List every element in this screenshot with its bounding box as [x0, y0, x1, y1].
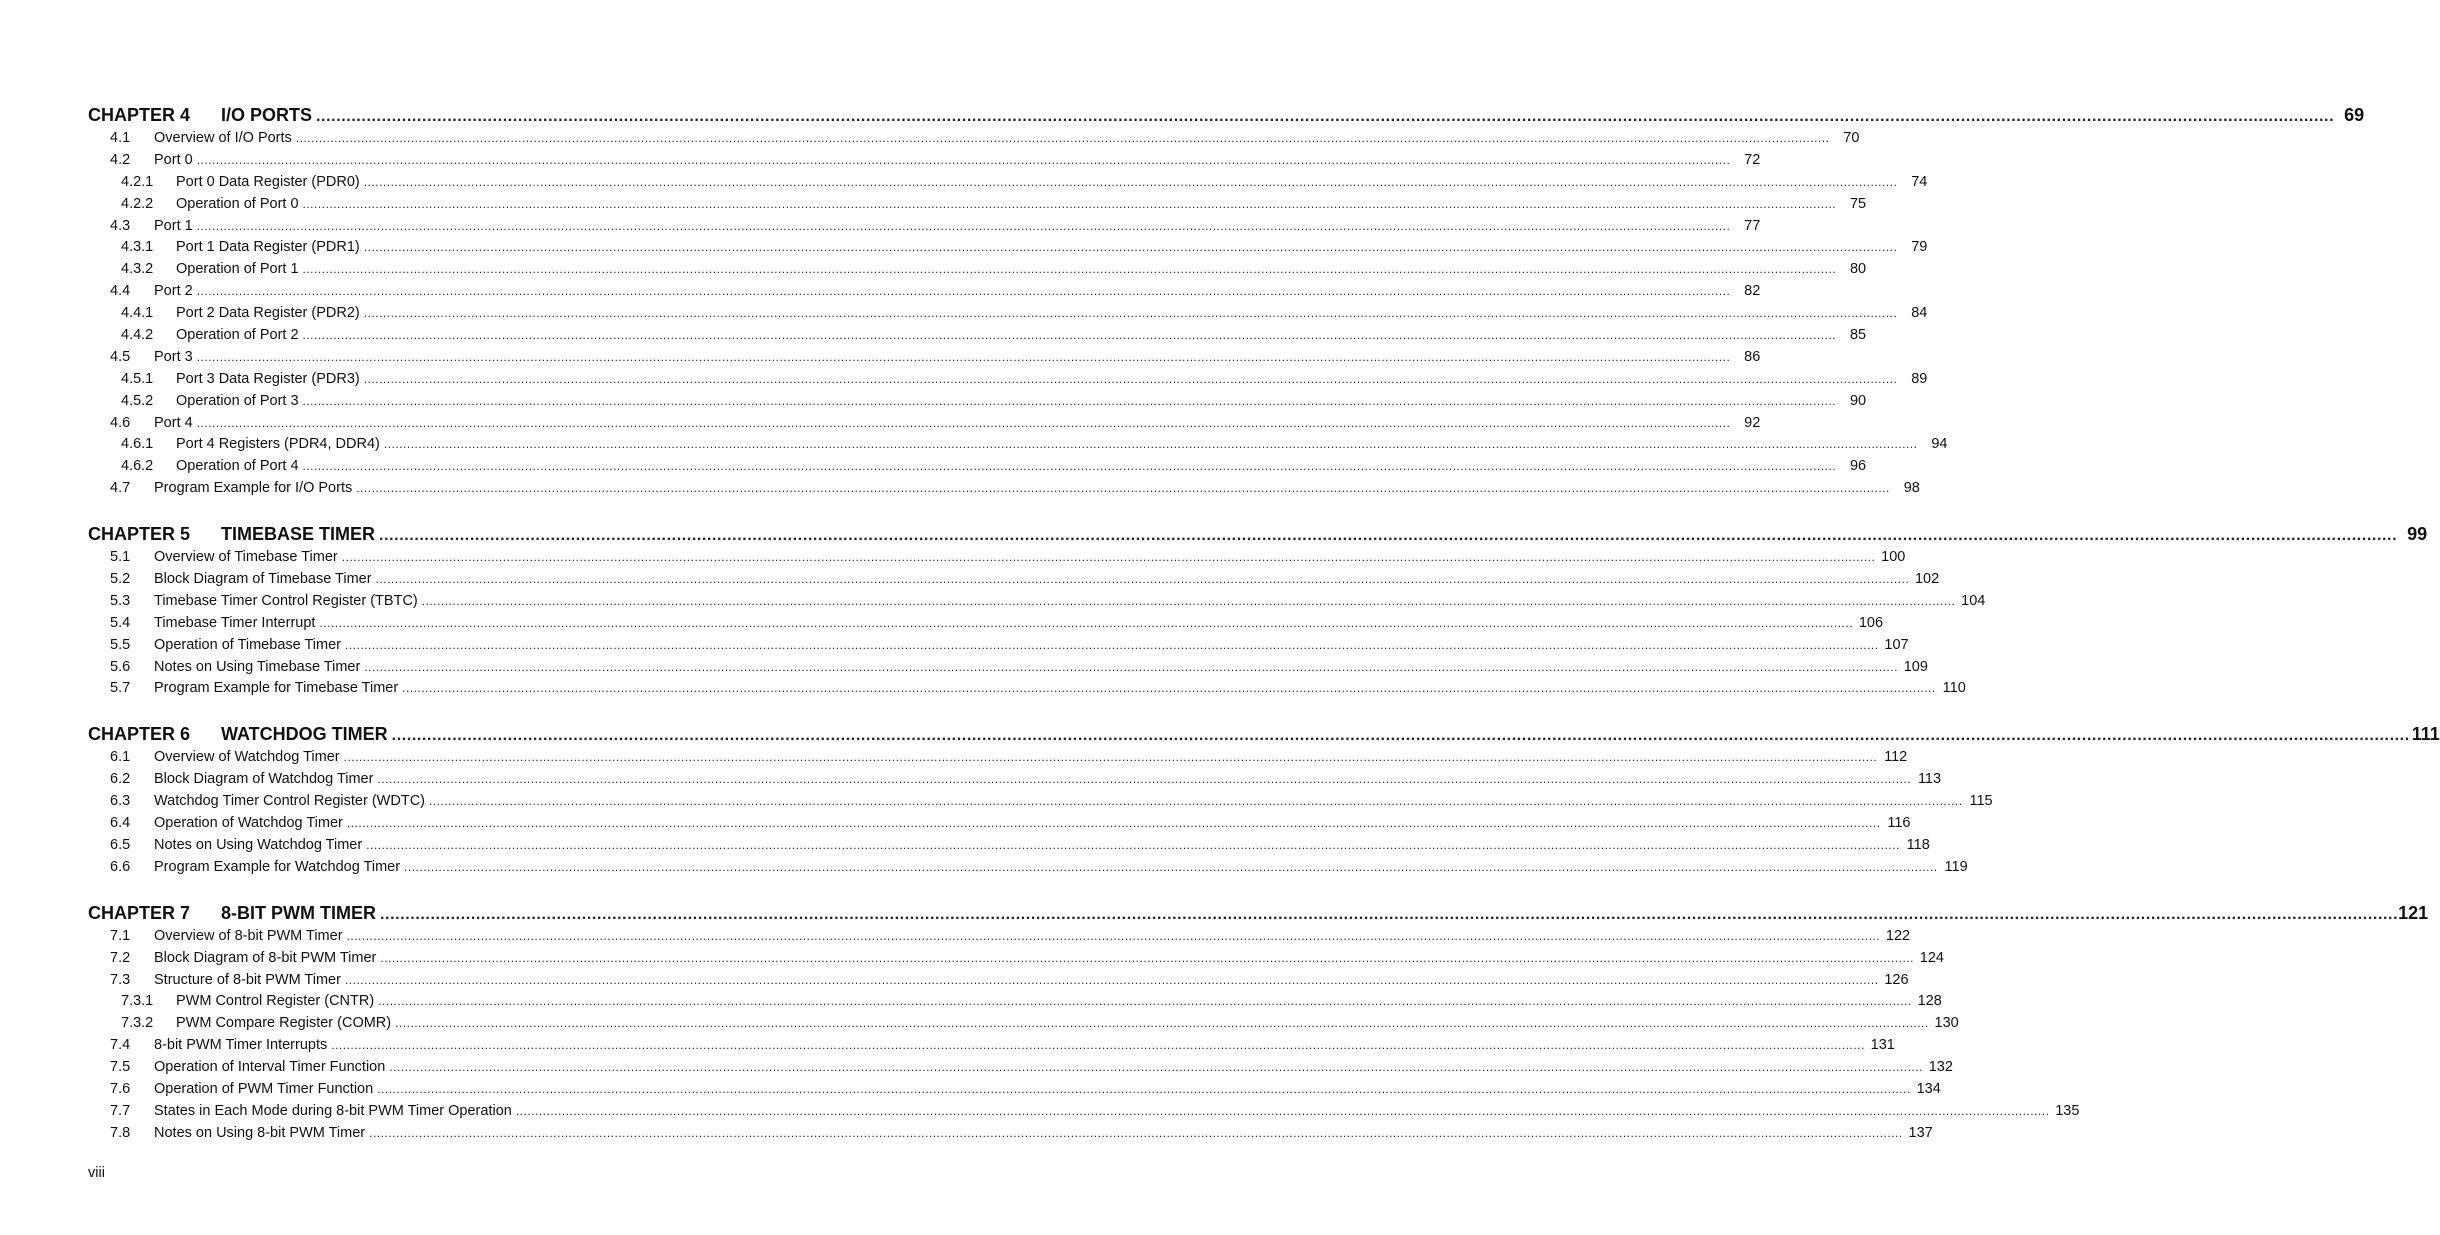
section-number: 7.3	[110, 971, 131, 988]
dot-leader: ................................................................................................................................................................................................................................................................................................................................................................................................................	[302, 196, 1837, 211]
section-title: 8-bit PWM Timer Interrupts	[154, 1037, 328, 1054]
dot-leader: ................................................................................................................................................................................................................................................................................................................................................................................................................	[196, 415, 1731, 430]
dot-leader: ................................................................................................................................................................................................................................................................................................................................................................................................................	[363, 371, 1898, 386]
dot-leader: ................................................................................................................................................................................................................................................................................................................................................................................................................	[378, 994, 1912, 1009]
chapter-label: CHAPTER 7	[88, 902, 191, 923]
section-title: Operation of PWM Timer Function	[154, 1080, 374, 1097]
section-title: Port 2 Data Register (PDR2)	[176, 305, 360, 322]
section-page-number: 118	[1906, 836, 1930, 853]
section-number: 5.5	[110, 636, 131, 653]
dot-leader: ................................................................................................................................................................................................................................................................................................................................................................................................................	[363, 306, 1898, 321]
section-entry[interactable]	[88, 970, 1909, 992]
subsection-entry[interactable]	[88, 172, 1928, 194]
section-number: 5.2	[110, 571, 131, 588]
section-entry[interactable]	[88, 478, 1920, 500]
section-title: Overview of Watchdog Timer	[154, 749, 340, 766]
section-entry[interactable]	[88, 1101, 2080, 1123]
dot-leader: ................................................................................................................................................................................................................................................................................................................................................................................................................	[344, 637, 1879, 652]
section-page-number: 130	[1934, 1015, 1959, 1032]
section-page-number: 86	[1744, 348, 1761, 365]
section-title: Overview of Timebase Timer	[154, 549, 338, 566]
section-page-number: 134	[1916, 1080, 1941, 1097]
section-page-number: 85	[1849, 327, 1867, 344]
section-title: Watchdog Timer Control Register (WDTC)	[154, 793, 425, 810]
chapter-block	[88, 722, 2440, 878]
section-title: Program Example for Watchdog Timer	[154, 858, 401, 875]
section-page-number: 74	[1911, 173, 1928, 190]
chapter-label: CHAPTER 4	[88, 105, 191, 125]
dot-leader: ................................................................................................................................................................................................................................................................................................................................................................................................................	[515, 1103, 2050, 1118]
section-entry[interactable]	[88, 1057, 1953, 1079]
section-entry[interactable]	[88, 747, 1908, 769]
chapter-title: 8-BIT PWM TIMER	[221, 902, 376, 923]
section-number: 5.4	[110, 614, 131, 631]
dot-leader: ................................................................................................................................................................................................................................................................................................................................................................................................................	[375, 572, 1910, 587]
section-entry[interactable]	[88, 769, 1942, 791]
section-number: 4.2.2	[121, 195, 154, 212]
dot-leader: ................................................................................................................................................................................................................................................................................................................................................................................................................	[295, 131, 1830, 145]
section-entry[interactable]	[88, 591, 1986, 613]
section-number: 5.1	[110, 549, 131, 566]
section-number: 7.4	[110, 1037, 131, 1054]
section-title: Operation of Port 3	[176, 392, 299, 409]
section-number: 4.3.1	[121, 239, 154, 256]
section-number: 4.4.1	[121, 305, 154, 322]
section-number: 7.1	[110, 927, 131, 944]
dot-leader: ................................................................................................................................................................................................................................................................................................................................................................................................................	[363, 174, 1898, 189]
section-title: Program Example for I/O Ports	[154, 480, 353, 497]
section-page-number: 89	[1911, 370, 1928, 387]
section-title: Operation of Interval Timer Function	[154, 1059, 386, 1076]
section-number: 7.8	[110, 1124, 131, 1141]
section-page-number: 124	[1919, 949, 1944, 966]
section-page-number: 75	[1849, 195, 1867, 212]
section-entry[interactable]	[88, 216, 1761, 238]
section-page-number: 128	[1917, 993, 1942, 1010]
section-title: Port 4	[154, 414, 193, 431]
section-number: 6.2	[110, 771, 131, 788]
section-title: Port 0 Data Register (PDR0)	[176, 173, 360, 190]
section-entry[interactable]	[88, 128, 1860, 150]
dot-leader: ................................................................................................................................................................................................................................................................................................................................................................................................................	[356, 481, 1890, 496]
page-number: viii	[88, 1165, 105, 1181]
section-number: 7.6	[110, 1080, 131, 1097]
section-number: 6.6	[110, 858, 131, 875]
section-number: 6.1	[110, 749, 131, 766]
subsection-entry[interactable]	[88, 456, 1867, 478]
chapter-heading[interactable]	[88, 522, 2428, 547]
section-title: Operation of Port 0	[176, 195, 299, 212]
dot-leader: ................................................................................................................................................................................................................................................................................................................................................................................................................	[346, 816, 1881, 831]
section-entry[interactable]	[88, 1035, 1895, 1057]
section-title: Overview of 8-bit PWM Timer	[154, 927, 343, 944]
dot-leader: ................................................................................................................................................................................................................................................................................................................................................................................................................	[380, 950, 1914, 965]
section-page-number: 109	[1903, 658, 1928, 675]
section-number: 4.6.2	[121, 458, 154, 475]
section-page-number: 113	[1917, 771, 1942, 788]
section-page-number: 135	[2055, 1102, 2080, 1119]
chapter-spacer	[88, 879, 862, 901]
chapter-heading[interactable]	[88, 901, 2429, 926]
section-number: 6.3	[110, 793, 131, 810]
section-page-number: 116	[1887, 815, 1911, 832]
section-page-number: 102	[1914, 571, 1940, 588]
section-page-number: 90	[1849, 392, 1867, 409]
section-entry[interactable]	[88, 791, 1993, 813]
section-entry[interactable]	[88, 678, 1966, 700]
chapter-heading[interactable]	[88, 722, 2440, 747]
section-number: 5.3	[110, 592, 131, 609]
section-number: 4.5.2	[121, 392, 154, 409]
chapter-title: I/O PORTS	[221, 105, 313, 125]
chapter-title: TIMEBASE TIMER	[221, 524, 376, 545]
subsection-entry[interactable]	[88, 369, 1928, 391]
section-number: 4.5.1	[121, 370, 154, 387]
section-title: Program Example for Timebase Timer	[154, 680, 399, 697]
chapter-block	[88, 103, 2365, 500]
section-number: 4.4	[110, 283, 131, 300]
dot-leader: ................................................................................................................................................................................................................................................................................................................................................................................................................	[429, 794, 1963, 809]
section-number: 6.5	[110, 836, 131, 853]
dot-leader: ................................................................................................................................................................................................................................................................................................................................................................................................................	[369, 1125, 1903, 1140]
section-entry[interactable]	[88, 1079, 1941, 1101]
dot-leader: ................................................................................................................................................................................................................................................................................................................................................................................................................	[341, 550, 1876, 565]
section-title: Port 1	[154, 217, 193, 234]
dot-leader: ................................................................................................................................................................................................................................................................................................................................................................................................................	[302, 262, 1837, 277]
dot-leader: ................................................................................................................................................................................................................................................................................................................................................................................................................	[196, 218, 1731, 233]
dot-leader: ................................................................................................................................................................................................................................................................................................................................................................................................................	[377, 772, 1912, 787]
section-page-number: 84	[1911, 305, 1928, 322]
section-entry[interactable]	[88, 835, 1930, 857]
section-number: 7.3.1	[121, 993, 154, 1010]
dot-leader: ................................................................................................................................................................................................................................................................................................................................................................................................................	[331, 1038, 1865, 1053]
subsection-entry[interactable]	[88, 325, 1867, 347]
section-entry[interactable]	[88, 1123, 1933, 1145]
chapter-label: CHAPTER 6	[88, 724, 191, 745]
section-number: 4.6.1	[121, 436, 154, 453]
section-entry[interactable]	[88, 150, 1761, 172]
chapter-page-number: 121	[2398, 902, 2429, 923]
section-page-number: 82	[1744, 283, 1761, 300]
dot-leader: ................................................................................................................................................................................................................................................................................................................................................................................................................	[196, 284, 1731, 299]
section-page-number: 79	[1911, 239, 1928, 256]
section-page-number: 77	[1744, 217, 1761, 234]
dot-leader: ................................................................................................................................................................................................................................................................................................................................................................................................................	[363, 240, 1898, 255]
dot-leader: ................................................................................................................................................................................................................................................................................................................................................................................................................	[302, 328, 1837, 343]
section-title: Port 4 Registers (PDR4, DDR4)	[176, 436, 380, 453]
dot-leader: ................................................................................................................................................................................................................................................................................................................................................................................................................	[196, 152, 1731, 167]
section-title: Operation of Port 1	[176, 261, 299, 278]
subsection-entry[interactable]	[88, 991, 1942, 1013]
section-title: Port 0	[154, 151, 193, 168]
dot-leader: ................................................................................................................................................................................................................................................................................................................................................................................................................	[380, 905, 2399, 923]
dot-leader: ................................................................................................................................................................................................................................................................................................................................................................................................................	[402, 681, 1936, 696]
dot-leader: ................................................................................................................................................................................................................................................................................................................................................................................................................	[404, 859, 1938, 874]
chapter-spacer	[88, 500, 862, 522]
section-number: 5.6	[110, 658, 131, 675]
subsection-entry[interactable]	[88, 434, 1948, 456]
dot-leader: ................................................................................................................................................................................................................................................................................................................................................................................................................	[344, 972, 1879, 987]
section-entry[interactable]	[88, 547, 1906, 569]
dot-leader: ................................................................................................................................................................................................................................................................................................................................................................................................................	[196, 349, 1731, 364]
section-title: Notes on Using Watchdog Timer	[154, 836, 363, 853]
chapter-title: WATCHDOG TIMER	[221, 724, 388, 745]
chapter-label: CHAPTER 5	[88, 524, 191, 545]
subsection-entry[interactable]	[88, 194, 1867, 216]
section-title: Port 2	[154, 283, 193, 300]
chapter-block	[88, 522, 2428, 700]
section-number: 7.3.2	[121, 1015, 154, 1032]
section-title: Operation of Port 2	[176, 327, 299, 344]
section-page-number: 96	[1849, 458, 1867, 475]
section-number: 4.3	[110, 217, 131, 234]
dot-leader: ................................................................................................................................................................................................................................................................................................................................................................................................................	[389, 1060, 1923, 1075]
subsection-entry[interactable]	[88, 259, 1867, 281]
section-entry[interactable]	[88, 569, 1940, 591]
dot-leader: ................................................................................................................................................................................................................................................................................................................................................................................................................	[377, 1081, 1911, 1096]
section-title: Block Diagram of 8-bit PWM Timer	[154, 949, 377, 966]
section-entry[interactable]	[88, 347, 1761, 369]
dot-leader: ................................................................................................................................................................................................................................................................................................................................................................................................................	[379, 527, 2398, 545]
section-page-number: 137	[1908, 1124, 1933, 1141]
section-title: Block Diagram of Timebase Timer	[154, 571, 372, 588]
chapter-page-number: 111	[2411, 724, 2440, 745]
dot-leader: ................................................................................................................................................................................................................................................................................................................................................................................................................	[302, 459, 1837, 474]
section-entry[interactable]	[88, 857, 1968, 879]
section-page-number: 80	[1849, 261, 1867, 278]
dot-leader: ................................................................................................................................................................................................................................................................................................................................................................................................................	[366, 837, 1900, 852]
section-entry[interactable]	[88, 813, 1911, 835]
section-page-number: 131	[1870, 1037, 1895, 1054]
subsection-entry[interactable]	[88, 303, 1928, 325]
section-title: Overview of I/O Ports	[154, 130, 292, 146]
section-number: 4.7	[110, 480, 131, 497]
section-title: Notes on Using Timebase Timer	[154, 658, 361, 675]
section-number: 6.4	[110, 815, 131, 832]
section-number: 4.2.1	[121, 173, 154, 190]
section-page-number: 119	[1944, 858, 1968, 875]
section-title: Structure of 8-bit PWM Timer	[154, 971, 341, 988]
dot-leader: ................................................................................................................................................................................................................................................................................................................................................................................................................	[319, 615, 1854, 630]
section-title: Port 1 Data Register (PDR1)	[176, 239, 360, 256]
section-number: 4.5	[110, 348, 131, 365]
section-title: Notes on Using 8-bit PWM Timer	[154, 1124, 366, 1141]
section-title: Operation of Watchdog Timer	[154, 815, 343, 832]
dot-leader: ................................................................................................................................................................................................................................................................................................................................................................................................................	[302, 393, 1837, 408]
section-number: 4.3.2	[121, 261, 154, 278]
section-page-number: 70	[1843, 130, 1860, 146]
section-page-number: 110	[1942, 680, 1966, 697]
section-number: 7.2	[110, 949, 131, 966]
section-page-number: 92	[1744, 414, 1761, 431]
section-title: Timebase Timer Interrupt	[154, 614, 316, 631]
section-number: 7.7	[110, 1102, 131, 1119]
section-number: 4.1	[110, 130, 131, 146]
section-page-number: 115	[1969, 793, 1993, 810]
section-entry[interactable]	[88, 635, 1909, 657]
dot-leader: ................................................................................................................................................................................................................................................................................................................................................................................................................	[395, 1016, 1929, 1031]
dot-leader: ................................................................................................................................................................................................................................................................................................................................................................................................................	[343, 750, 1878, 765]
section-number: 4.4.2	[121, 327, 154, 344]
dot-leader: ................................................................................................................................................................................................................................................................................................................................................................................................................	[391, 727, 2410, 745]
section-title: Port 3	[154, 348, 193, 365]
chapter-spacer	[88, 700, 862, 722]
section-entry[interactable]	[88, 413, 1761, 435]
section-page-number: 100	[1881, 549, 1906, 566]
section-page-number: 122	[1885, 927, 1911, 944]
section-page-number: 126	[1884, 971, 1909, 988]
section-entry[interactable]	[88, 657, 1928, 679]
section-title: Block Diagram of Watchdog Timer	[154, 771, 374, 788]
dot-leader: ................................................................................................................................................................................................................................................................................................................................................................................................................	[364, 659, 1898, 674]
section-page-number: 112	[1884, 749, 1908, 766]
section-number: 4.6	[110, 414, 131, 431]
section-number: 4.2	[110, 151, 131, 168]
section-number: 7.5	[110, 1059, 131, 1076]
section-title: Port 3 Data Register (PDR3)	[176, 370, 360, 387]
section-number: 5.7	[110, 680, 131, 697]
section-page-number: 72	[1744, 151, 1761, 168]
chapter-heading[interactable]	[88, 103, 2365, 128]
section-title: Operation of Port 4	[176, 458, 299, 475]
section-title: States in Each Mode during 8-bit PWM Timer Operation	[154, 1102, 512, 1119]
section-title: PWM Compare Register (COMR)	[176, 1015, 392, 1032]
dot-leader: ................................................................................................................................................................................................................................................................................................................................................................................................................	[383, 437, 1918, 452]
subsection-entry[interactable]	[88, 237, 1928, 259]
subsection-entry[interactable]	[88, 391, 1867, 413]
section-page-number: 107	[1884, 636, 1909, 653]
section-title: Operation of Timebase Timer	[154, 636, 341, 653]
section-entry[interactable]	[88, 613, 1884, 635]
section-title: Timebase Timer Control Register (TBTC)	[154, 592, 418, 609]
dot-leader: ................................................................................................................................................................................................................................................................................................................................................................................................................	[421, 593, 1956, 608]
section-entry[interactable]	[88, 281, 1761, 303]
table-of-contents	[88, 103, 2440, 1145]
section-entry[interactable]	[88, 948, 1944, 970]
section-page-number: 94	[1931, 436, 1948, 453]
section-page-number: 98	[1903, 480, 1920, 497]
dot-leader: ................................................................................................................................................................................................................................................................................................................................................................................................................	[346, 928, 1881, 943]
section-entry[interactable]	[88, 926, 1911, 948]
subsection-entry[interactable]	[88, 1013, 1959, 1035]
section-page-number: 132	[1928, 1059, 1953, 1076]
dot-leader: ................................................................................................................................................................................................................................................................................................................................................................................................................	[316, 108, 2335, 125]
chapter-block	[88, 901, 2429, 1145]
chapter-page-number: 69	[2344, 105, 2365, 125]
section-title: PWM Control Register (CNTR)	[176, 993, 375, 1010]
section-page-number: 106	[1858, 614, 1884, 631]
section-page-number: 104	[1961, 592, 1986, 609]
chapter-page-number: 99	[2407, 524, 2428, 545]
